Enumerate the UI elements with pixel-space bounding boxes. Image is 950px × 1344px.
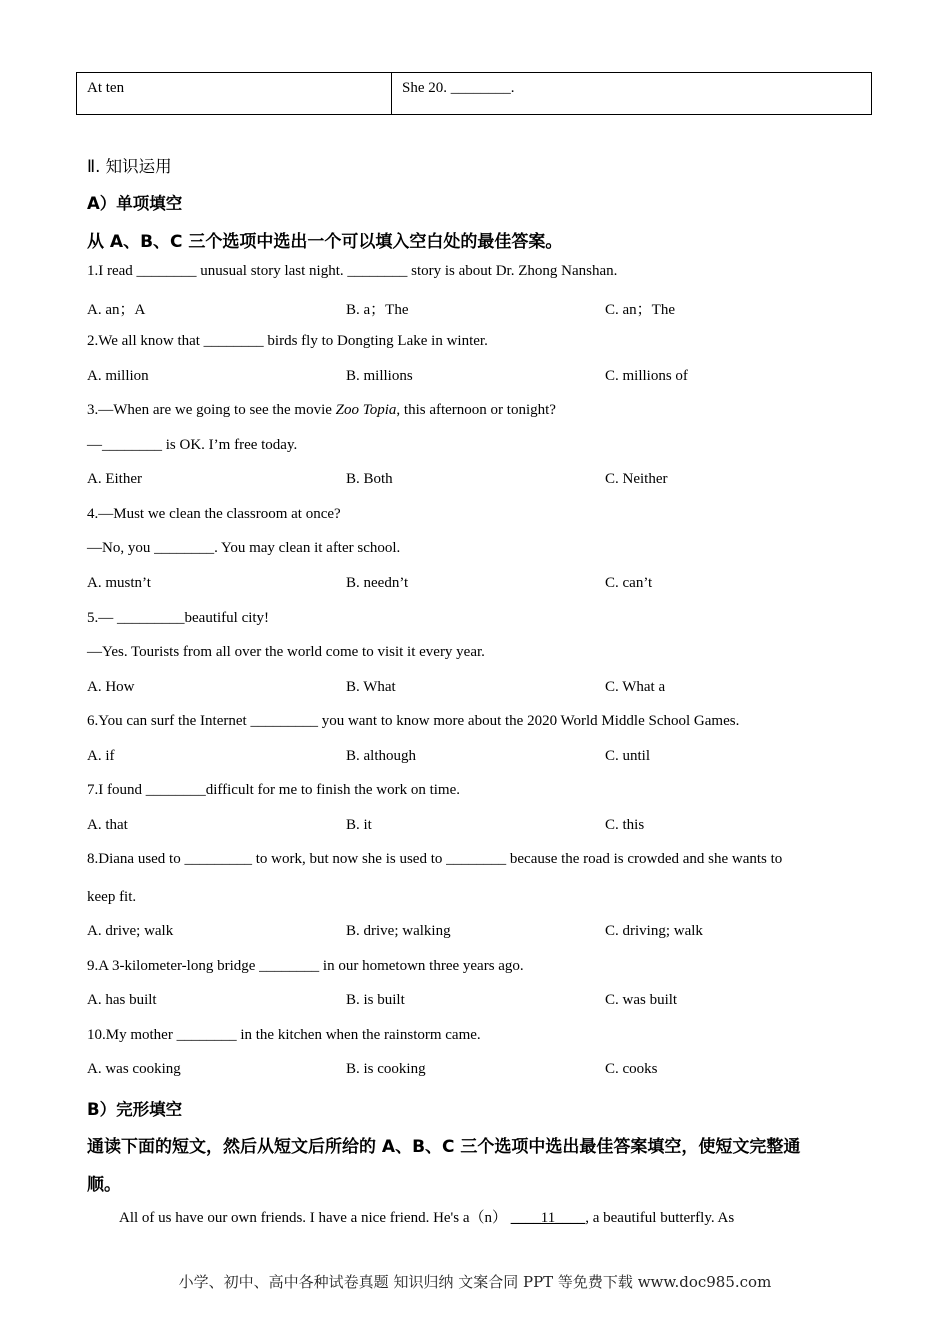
question-8-option-b: B. drive; walking	[346, 923, 451, 939]
answer-table	[76, 72, 872, 115]
question-5-option-b: B. What	[346, 679, 396, 695]
question-5-stem: 5.— _________beautiful city!	[87, 610, 270, 626]
question-2-option-c: C. millions of	[605, 368, 688, 384]
page-footer: 小学、初中、高中各种试卷真题 知识归纳 文案合同 PPT 等免费下载 www.doc985.com	[178, 1273, 772, 1291]
question-6-option-c: C. until	[605, 748, 651, 764]
passage-first-line	[119, 1206, 734, 1227]
question-4-option-a: A. mustn’t	[87, 575, 151, 591]
question-3-stem	[87, 402, 556, 419]
part-b-instruction-line1: 通读下面的短文，然后从短文后所给的 A、B、C 三个选项中选出最佳答案填空，使短文完整通	[87, 1137, 801, 1157]
question-1-stem: 1.I read ________ unusual story last night. ________ story is about Dr. Zhong Nanshan.	[87, 263, 618, 279]
question-3-stem-pre: 3.—When are we going to see the movie	[87, 402, 336, 418]
question-10-stem: 10.My mother ________ in the kitchen when the rainstorm came.	[87, 1027, 481, 1043]
question-10-option-c: C. cooks	[605, 1061, 658, 1077]
passage-text-pre: All of us have our own friends. I have a nice friend. He's a（n）	[119, 1210, 511, 1226]
question-4-option-c: C. can’t	[605, 575, 653, 591]
question-5-response: —Yes. Tourists from all over the world come to visit it every year.	[87, 644, 485, 660]
question-8-stem-continued: keep fit.	[87, 889, 137, 905]
passage-blank-11: ____11____	[510, 1210, 586, 1226]
question-1-option-b: B. a；The	[346, 302, 409, 318]
question-3-movie-title: Zoo Topia	[335, 402, 397, 418]
question-6-option-b: B. although	[346, 748, 416, 764]
question-1-option-c: C. an；The	[605, 302, 675, 318]
question-1-option-a: A. an；A	[87, 302, 146, 318]
section-title: Ⅱ. 知识运用	[87, 157, 172, 176]
question-2-option-a: A. million	[87, 368, 149, 384]
question-3-option-c: C. Neither	[605, 471, 668, 487]
question-8-option-a: A. drive; walk	[87, 923, 174, 939]
question-2-option-b: B. millions	[346, 368, 413, 384]
question-4-option-b: B. needn’t	[346, 575, 409, 591]
passage-text-post: , a beautiful butterfly. As	[585, 1210, 735, 1226]
question-8-option-c: C. driving; walk	[605, 923, 703, 939]
question-6-option-a: A. if	[87, 748, 115, 764]
part-b-title: B）完形填空	[87, 1100, 183, 1119]
question-7-option-b: B. it	[346, 817, 372, 833]
question-7-stem: 7.I found ________difficult for me to finish the work on time.	[87, 782, 461, 798]
question-9-option-b: B. is built	[346, 992, 405, 1008]
part-b-instruction-line2: 顺。	[87, 1175, 121, 1195]
question-10-option-a: A. was cooking	[87, 1061, 181, 1077]
question-9-option-a: A. has built	[87, 992, 157, 1008]
table-cell-activity: She 20. ________.	[392, 73, 872, 115]
question-9-stem: 9.A 3-kilometer-long bridge ________ in our hometown three years ago.	[87, 958, 524, 974]
question-3-response: —________ is OK. I’m free today.	[87, 437, 298, 453]
question-8-stem: 8.Diana used to _________ to work, but now she is used to ________ because the road is crowded and she wants to	[87, 851, 783, 867]
part-a-title: A）单项填空	[87, 194, 183, 213]
question-2-stem: 2.We all know that ________ birds fly to Dongting Lake in winter.	[87, 333, 488, 349]
part-a-instruction: 从 A、B、C 三个选项中选出一个可以填入空白处的最佳答案。	[87, 232, 563, 252]
question-7-option-c: C. this	[605, 817, 645, 833]
question-5-option-a: A. How	[87, 679, 135, 695]
table-row	[77, 73, 872, 115]
question-3-option-a: A. Either	[87, 471, 142, 487]
question-6-stem: 6.You can surf the Internet _________ you want to know more about the 2020 World Middle School Games.	[87, 713, 740, 729]
question-3-stem-post: , this afternoon or tonight?	[396, 402, 556, 418]
question-3-option-b: B. Both	[346, 471, 393, 487]
question-5-option-c: C. What a	[605, 679, 666, 695]
question-10-option-b: B. is cooking	[346, 1061, 426, 1077]
question-9-option-c: C. was built	[605, 992, 678, 1008]
table-cell-time: At ten	[77, 73, 392, 115]
question-4-response: —No, you ________. You may clean it after school.	[87, 540, 401, 556]
question-4-stem: 4.—Must we clean the classroom at once?	[87, 506, 341, 522]
question-7-option-a: A. that	[87, 817, 128, 833]
